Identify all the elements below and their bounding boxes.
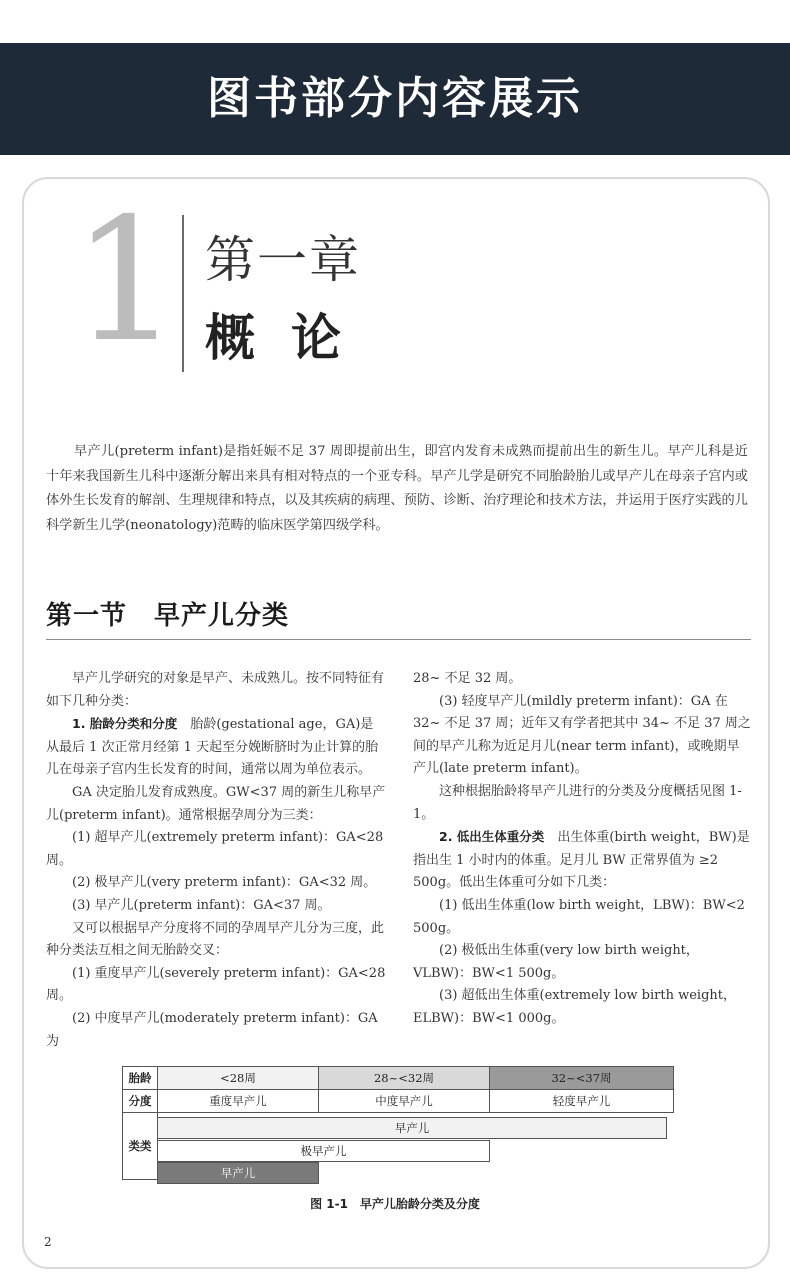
chapter-intro: 早产儿(preterm infant)是指妊娠不足 37 周即提前出生，即宫内发育未成熟而提前出生的新生儿。早产儿科是近十年来我国新生儿科中逐渐分解出来具有相对特点的一个亚专科。早产儿学是研究不同胎龄胎儿或早产儿在母亲子宫内或体外生长发育的解剖、生理规律和特点，以及其疾病的病理、预防、诊断、治疗理论和技术方法，并运用于医疗实践的儿科学新生儿学(neonatology)范畴的临床医学第四级学科。 [46,444,748,533]
subsection-heading: 2. 低出生体重分类 [439,829,545,845]
figure-row-label: 分度 [123,1090,158,1113]
list-item: (3) 轻度早产儿(mildly preterm infant)：GA 在 32~ 不足 37 周；近年又有学者把其中 34~ 不足 37 周之间的早产儿称为近足月儿(near term infant)，或晚期早产儿(late preterm infant)。 [413,693,751,777]
chapter-number: 1 [72,182,181,380]
list-item: (2) 极早产儿(very preterm infant)：GA<32 周。 [72,875,377,891]
banner-title: 图书部分内容展示 [207,73,583,124]
paragraph-text: 出生体重(birth weight，BW)是指出生 1 小时内的体重。足月儿 BW 正常界值为 ≥2 500g。低出生体重可分如下几类： [413,830,750,891]
list-item: (2) 极低出生体重(very low birth weight，VLBW)：BW<1 500g。 [413,943,699,981]
chapter-divider [182,215,184,372]
figure-cell: 28~<32周 [319,1067,490,1090]
figure-cell: <28周 [158,1067,319,1090]
paragraph: GA 决定胎儿发育成熟度。GW<37 周的新生儿称早产儿(preterm infant)。通常根据孕周分为三类： [46,784,386,823]
list-item: (1) 低出生体重(low birth weight，LBW)：BW<2 500g。 [413,897,745,936]
paragraph: 早产儿学研究的对象是早产、未成熟儿。按不同特征有如下几种分类： [46,671,385,709]
figure-cell: 32~<37周 [490,1067,674,1090]
paragraph [46,713,386,782]
chapter-title: 概论 [205,309,377,367]
list-item: (1) 超早产儿(extremely preterm infant)：GA<28 周。 [46,830,384,868]
figure-caption: 图 1-1 早产儿胎龄分类及分度 [310,1197,480,1211]
paragraph: 又可以根据早产分度将不同的孕周早产儿分为三度，此种分类法互相之间无胎龄交叉： [46,920,385,959]
list-item: (1) 重度早产儿(severely preterm infant)：GA<28 周。 [46,965,386,1004]
chapter-heading: 第一章 [205,231,361,289]
bar-very-preterm: 极早产儿 [157,1140,490,1162]
page-number: 2 [44,1235,52,1249]
list-item: (2) 中度早产儿(moderately preterm infant)：GA 为 [46,1010,378,1049]
section-title: 第一节 早产儿分类 [46,601,290,631]
top-banner [0,43,790,155]
figure-cell: 轻度早产儿 [490,1090,674,1113]
right-column [413,668,751,1031]
list-item: (3) 超低出生体重(extremely low birth weight，ELBW)：BW<1 000g。 [413,988,736,1026]
section-rule [46,639,751,640]
subsection-heading: 1. 胎龄分类和分度 [72,716,178,732]
figure-cell: 重度早产儿 [158,1090,319,1113]
figure-row-label: 胎龄 [123,1067,158,1090]
figure-cell: 中度早产儿 [319,1090,490,1113]
bar-preterm: 早产儿 [157,1117,667,1139]
paragraph: 28~ 不足 32 周。 [413,671,522,686]
paragraph: 这种根据胎龄将早产儿进行的分类及分度概括见图 1-1。 [413,783,742,822]
left-column [46,668,386,1053]
paragraph-text: 胎龄(gestational age，GA)是从最后 1 次正常月经第 1 天起至分娩断脐时为止计算的胎儿在母亲子宫内生长发育的时间，通常以周为单位表示。 [46,717,379,778]
paragraph [413,826,751,895]
figure-row-label: 类类 [123,1113,158,1180]
bar-extremely-preterm: 早产儿 [157,1162,319,1184]
list-item: (3) 早产儿(preterm infant)：GA<37 周。 [72,897,331,913]
